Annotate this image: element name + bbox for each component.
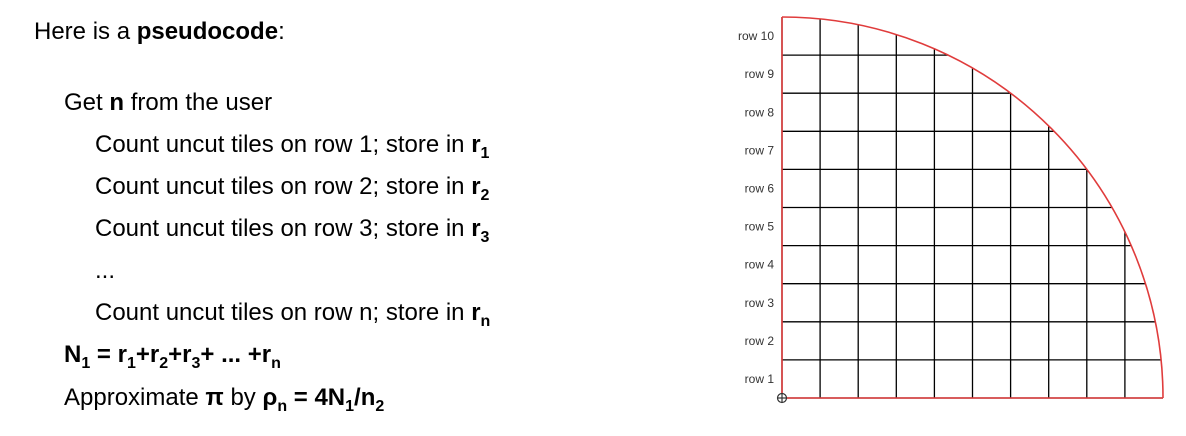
row-label: row 7 — [744, 143, 774, 158]
row-label: row 8 — [744, 105, 774, 120]
sum-line: $N_1 = r_1+r_2+r_3+$ ... $+r_n$ — [64, 341, 281, 372]
row-label: row 6 — [744, 181, 774, 196]
ellipsis-line: ... — [95, 257, 116, 284]
intro-text: Here is a pseudocode: — [34, 18, 285, 45]
count-row-n-line: Count uncut tiles on row n; store in $r_n$ — [95, 299, 491, 330]
row-label: row 4 — [744, 257, 774, 272]
count-row-1-line: Count uncut tiles on row 1; store in $r_1$ — [95, 131, 490, 162]
approx-line: Approximate π by $\rho_n = 4N_1/n_2$ — [64, 384, 385, 415]
row-label: row 1 — [744, 371, 774, 386]
count-row-2-line: Count uncut tiles on row 2; store in $r_2$ — [95, 173, 490, 204]
row-label: row 9 — [744, 67, 774, 82]
row-label: row 5 — [744, 219, 774, 234]
row-label: row 10 — [737, 29, 774, 44]
row-label: row 2 — [744, 333, 774, 348]
row-label: row 3 — [744, 295, 774, 310]
get-n-line: Get n from the user — [64, 89, 273, 116]
count-row-3-line: Count uncut tiles on row 3; store in $r_3$ — [95, 215, 490, 246]
